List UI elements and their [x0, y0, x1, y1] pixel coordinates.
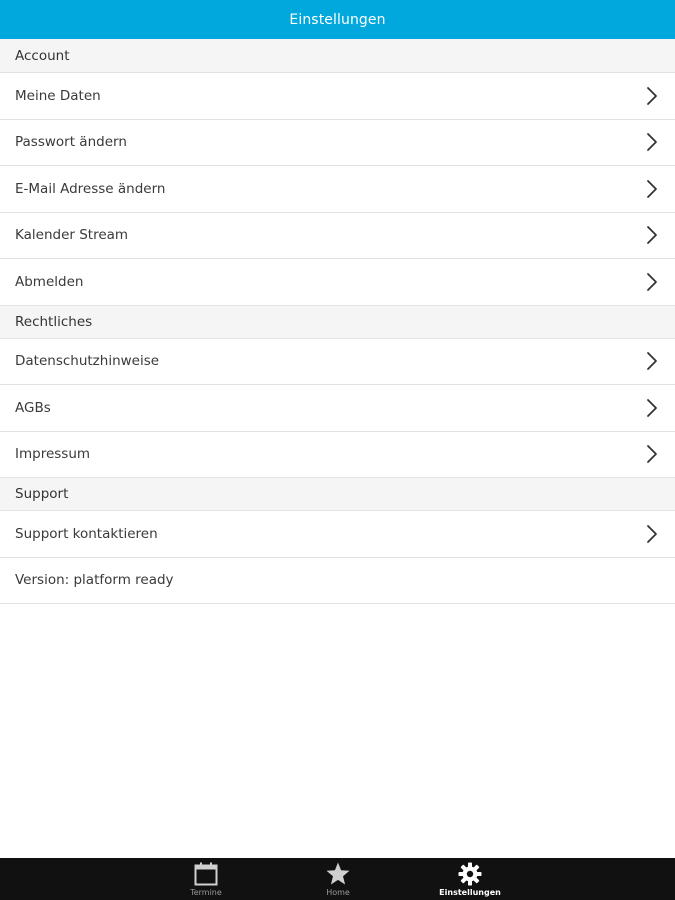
settings-item-support-kontaktieren[interactable]	[0, 511, 675, 558]
chevron-right-icon	[646, 179, 658, 199]
version-info	[0, 558, 675, 605]
settings-list	[0, 39, 675, 604]
settings-item-email-aendern[interactable]	[0, 166, 675, 213]
tab-termine[interactable]	[161, 858, 251, 900]
star-icon	[325, 861, 351, 887]
chevron-right-icon	[646, 398, 658, 418]
chevron-right-icon	[646, 86, 658, 106]
page-title: Einstellungen	[289, 11, 386, 28]
chevron-right-icon	[646, 351, 658, 371]
gear-icon	[457, 861, 483, 887]
settings-item-label: Support kontaktieren	[15, 525, 158, 542]
settings-item-kalender-stream[interactable]	[0, 213, 675, 260]
section-header-rechtliches	[0, 306, 675, 339]
settings-item-label: Datenschutzhinweise	[15, 353, 160, 370]
settings-item-abmelden[interactable]	[0, 259, 675, 306]
chevron-right-icon	[646, 524, 658, 544]
tab-label: Home	[326, 888, 350, 897]
tab-einstellungen[interactable]	[425, 858, 515, 900]
settings-item-label: Passwort ändern	[15, 134, 127, 151]
app-header	[0, 0, 675, 39]
settings-item-impressum[interactable]	[0, 432, 675, 479]
chevron-right-icon	[646, 272, 658, 292]
section-title: Support	[15, 486, 69, 502]
settings-item-passwort-aendern[interactable]	[0, 120, 675, 167]
version-label: Version: platform ready	[15, 572, 174, 589]
settings-item-agbs[interactable]	[0, 385, 675, 432]
section-title: Rechtliches	[15, 313, 93, 330]
bottom-tab-bar	[0, 858, 675, 900]
chevron-right-icon	[646, 225, 658, 245]
settings-item-label: AGBs	[15, 399, 51, 416]
section-title: Account	[15, 47, 70, 64]
chevron-right-icon	[646, 444, 658, 464]
settings-item-label: Impressum	[15, 446, 91, 463]
settings-item-label: E-Mail Adresse ändern	[15, 180, 166, 197]
settings-item-label: Kalender Stream	[15, 227, 129, 244]
settings-item-label: Abmelden	[15, 273, 84, 290]
settings-item-label: Meine Daten	[15, 87, 101, 104]
chevron-right-icon	[646, 132, 658, 152]
settings-item-datenschutzhinweise[interactable]	[0, 339, 675, 386]
tab-label: Einstellungen	[439, 888, 501, 897]
section-header-account	[0, 39, 675, 73]
tab-home[interactable]	[293, 858, 383, 900]
calendar-icon	[193, 861, 219, 887]
tab-label: Termine	[190, 888, 222, 897]
section-header-support	[0, 478, 675, 511]
settings-item-meine-daten[interactable]	[0, 73, 675, 120]
